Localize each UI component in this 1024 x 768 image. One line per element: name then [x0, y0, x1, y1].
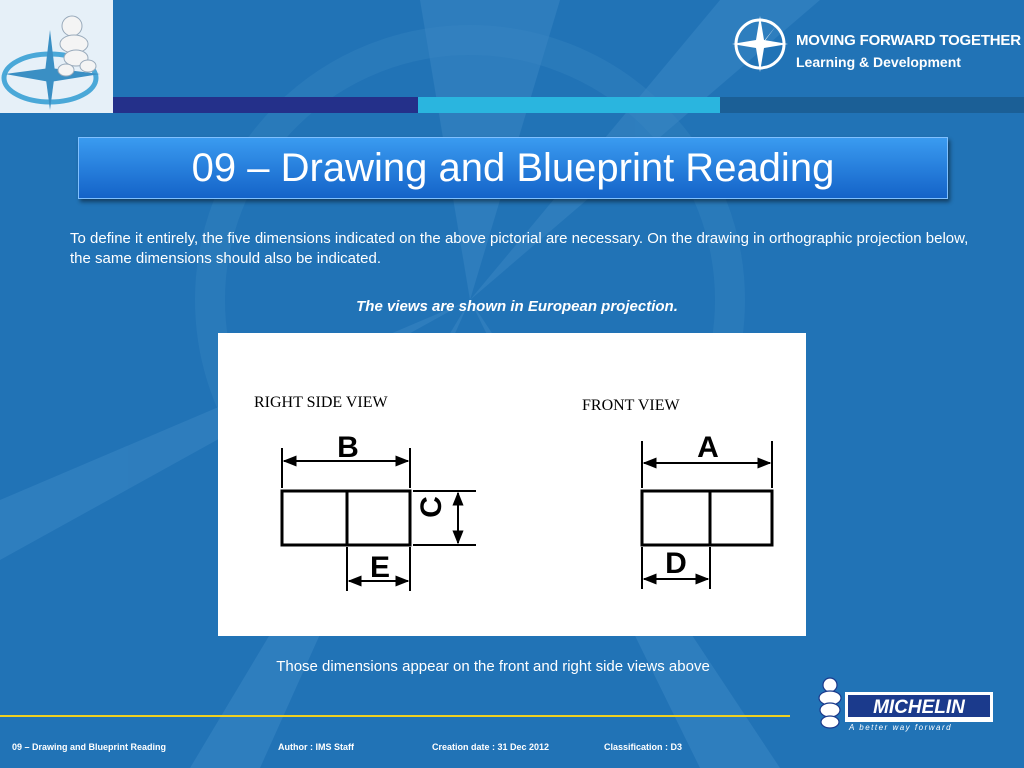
slide-title: 09 – Drawing and Blueprint Reading [191, 145, 835, 190]
projection-note: The views are shown in European projection. [356, 298, 678, 315]
dimension-d-label: D [665, 547, 687, 580]
footer-creation-date: Creation date : 31 Dec 2012 [432, 742, 550, 752]
footer-doc-title: 09 – Drawing and Blueprint Reading [12, 742, 167, 752]
michelin-bibendum-icon [815, 673, 995, 733]
compass-star-icon [730, 12, 792, 74]
tagline-line2: Learning & Development [796, 54, 961, 70]
title-bar [78, 137, 948, 199]
footer-author: Author : IMS Staff [278, 742, 354, 752]
header-band [0, 97, 1024, 113]
footer-divider [0, 715, 790, 717]
front-view-shape [642, 491, 772, 545]
header-band-cyan [418, 97, 720, 113]
dimension-a-label: A [697, 431, 719, 464]
dimension-e-label: E [369, 551, 391, 584]
michelin-slogan: A better way forward [849, 723, 953, 732]
right-side-view-label: RIGHT SIDE VIEW [254, 394, 388, 411]
moving-forward-logo [730, 12, 1020, 82]
header-band-dark [113, 97, 418, 113]
dimension-b-label: B [337, 431, 359, 464]
right-side-view-shape [282, 491, 410, 545]
michelin-wordmark: MICHELIN [873, 697, 965, 718]
front-view-label: FRONT VIEW [582, 397, 680, 414]
drawing-caption: Those dimensions appear on the front and right side views above [276, 658, 710, 675]
tagline-line1: MOVING FORWARD TOGETHER [796, 32, 1021, 49]
michelin-logo [815, 673, 995, 733]
orthographic-drawing [218, 333, 806, 636]
header-band-steel [720, 97, 1024, 113]
intro-paragraph: To define it entirely, the five dimensions indicated on the above pictorial are necessary. On the drawing in orthographic projection below, the same dimensions should also be indicated. [70, 230, 969, 267]
dimension-c-label: C [414, 496, 448, 518]
orthographic-drawing-svg [218, 333, 806, 636]
footer-classification: Classification : D3 [604, 742, 683, 752]
